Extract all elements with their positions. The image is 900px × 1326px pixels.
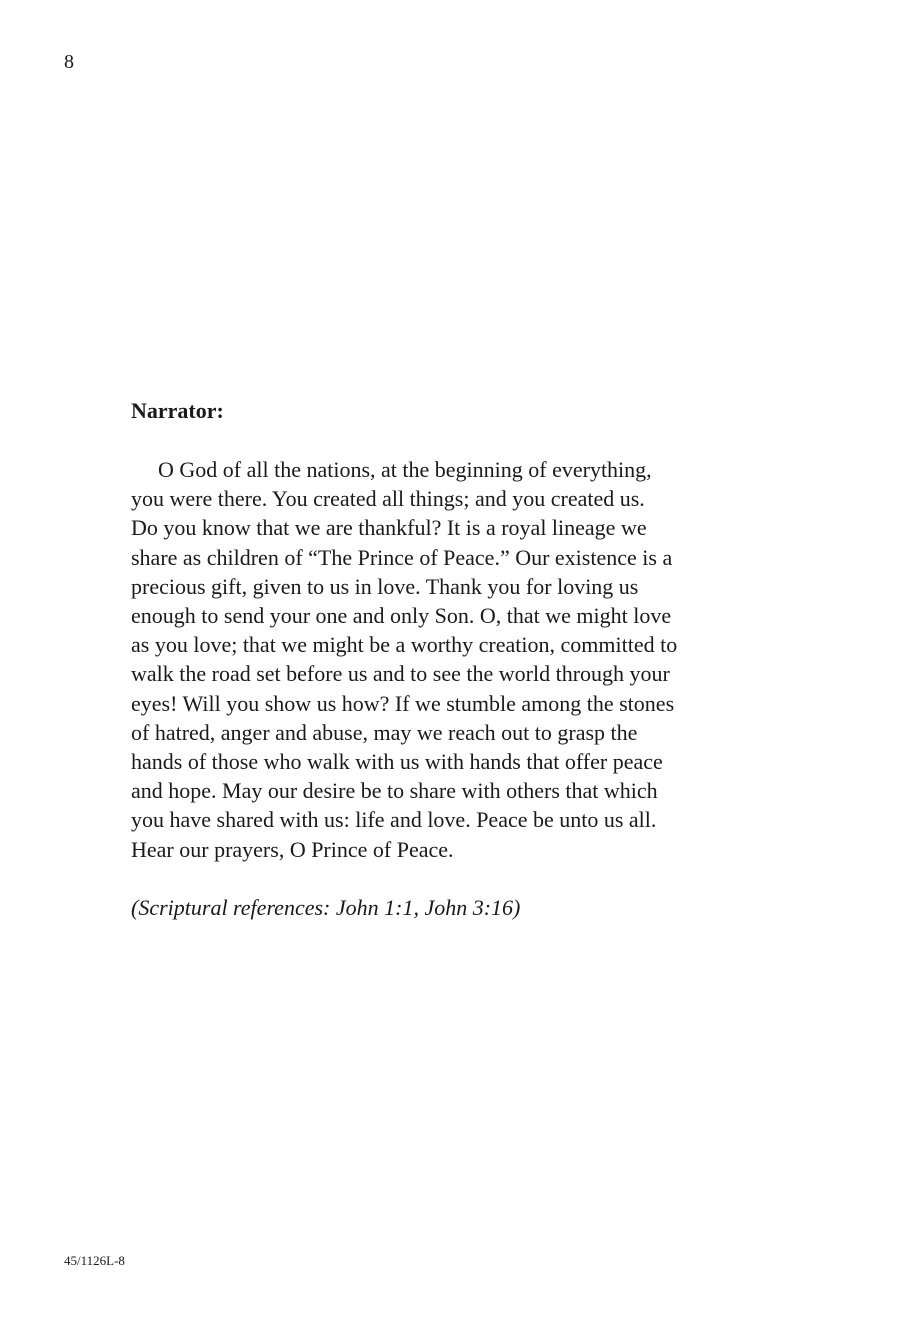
catalog-code: 45/1126L-8 xyxy=(64,1253,125,1268)
prayer-line: and hope. May our desire be to share with others that which xyxy=(131,778,658,804)
page-number: 8 xyxy=(64,51,74,73)
scripture-reference: (Scriptural references: John 1:1, John 3:16) xyxy=(131,894,521,920)
prayer-line: hands of those who walk with us with hands that offer peace xyxy=(131,749,663,775)
prayer-line: enough to send your one and only Son. O, that we might love xyxy=(131,603,672,629)
prayer-line: as you love; that we might be a worthy creation, committed to xyxy=(131,632,678,658)
speaker-label: Narrator: xyxy=(131,398,224,423)
prayer-line: eyes! Will you show us how? If we stumble among the stones xyxy=(131,690,675,716)
prayer-line: of hatred, anger and abuse, may we reach out to grasp the xyxy=(131,719,638,745)
prayer-line: you were there. You created all things; and you created us. xyxy=(131,486,645,512)
prayer-text xyxy=(131,455,791,864)
prayer-line: share as children of “The Prince of Peace.” Our existence is a xyxy=(131,544,673,570)
prayer-line: Do you know that we are thankful? It is a royal lineage we xyxy=(131,515,647,541)
prayer-line: you have shared with us: life and love. Peace be unto us all. xyxy=(131,807,657,833)
prayer-line: O God of all the nations, at the beginning of everything, xyxy=(158,457,652,482)
prayer-line: Hear our prayers, O Prince of Peace. xyxy=(131,836,454,862)
prayer-line: precious gift, given to us in love. Thank you for loving us xyxy=(131,573,639,599)
prayer-line: walk the road set before us and to see the world through your xyxy=(131,661,670,687)
narration-section xyxy=(131,396,791,922)
